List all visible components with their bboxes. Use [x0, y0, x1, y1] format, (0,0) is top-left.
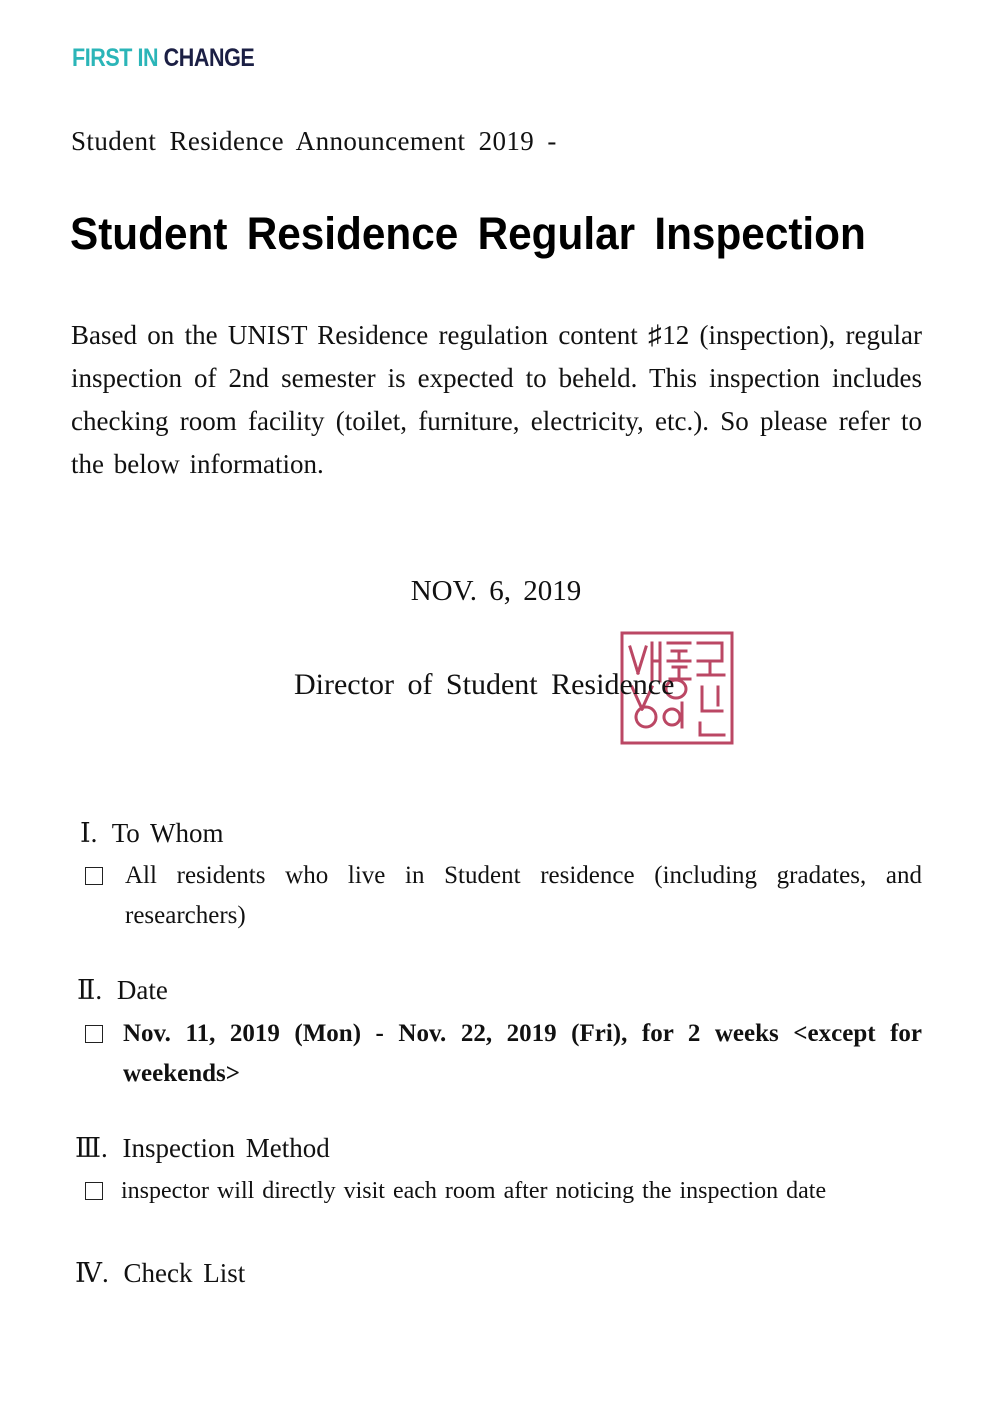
section-title: Check List	[123, 1258, 246, 1288]
section-numeral: Ⅳ.	[75, 1258, 109, 1288]
section-check-list-heading	[75, 1258, 245, 1289]
first-in-change-logo	[72, 44, 254, 73]
logo-text-change: CHANGE	[163, 44, 255, 72]
logo-text-first-in: FIRST IN	[72, 44, 164, 72]
item-text: Nov. 11, 2019 (Mon) - Nov. 22, 2019 (Fri), for 2 weeks <except for weekends>	[123, 1020, 922, 1087]
checkbox-icon	[85, 1025, 103, 1043]
section-date-heading	[77, 975, 168, 1006]
section-date-item	[85, 1014, 922, 1094]
page-title: Student Residence Regular Inspection	[70, 208, 866, 259]
section-inspection-method-heading	[75, 1133, 330, 1164]
section-inspection-method-item	[85, 1171, 925, 1211]
director-signature-line: Director of Student Residence	[294, 668, 675, 701]
section-to-whom-heading	[80, 818, 224, 849]
intro-paragraph: Based on the UNIST Residence regulation content ♯12 (inspection), regular inspection of 2nd semester is expected to beheld. This inspection includes checking room facility (toilet, furniture, electricity, etc.). So please refer to the below information.	[71, 320, 922, 479]
section-numeral: Ⅲ.	[75, 1133, 108, 1163]
announcement-subtitle: Student Residence Announcement 2019 -	[71, 126, 557, 156]
item-text: inspector will directly visit each room after noticing the inspection date	[121, 1178, 827, 1204]
announcement-date: NOV. 6, 2019	[410, 575, 582, 607]
section-to-whom-item	[85, 856, 922, 936]
section-numeral: Ⅰ.	[80, 818, 98, 848]
item-text: All residents who live in Student residence (including gradates, and researchers)	[125, 862, 922, 929]
checkbox-icon	[85, 1182, 103, 1200]
section-numeral: Ⅱ.	[77, 975, 103, 1005]
checkbox-icon	[85, 867, 103, 885]
section-title: To Whom	[111, 818, 224, 848]
section-title: Inspection Method	[122, 1133, 330, 1163]
section-title: Date	[116, 975, 168, 1005]
